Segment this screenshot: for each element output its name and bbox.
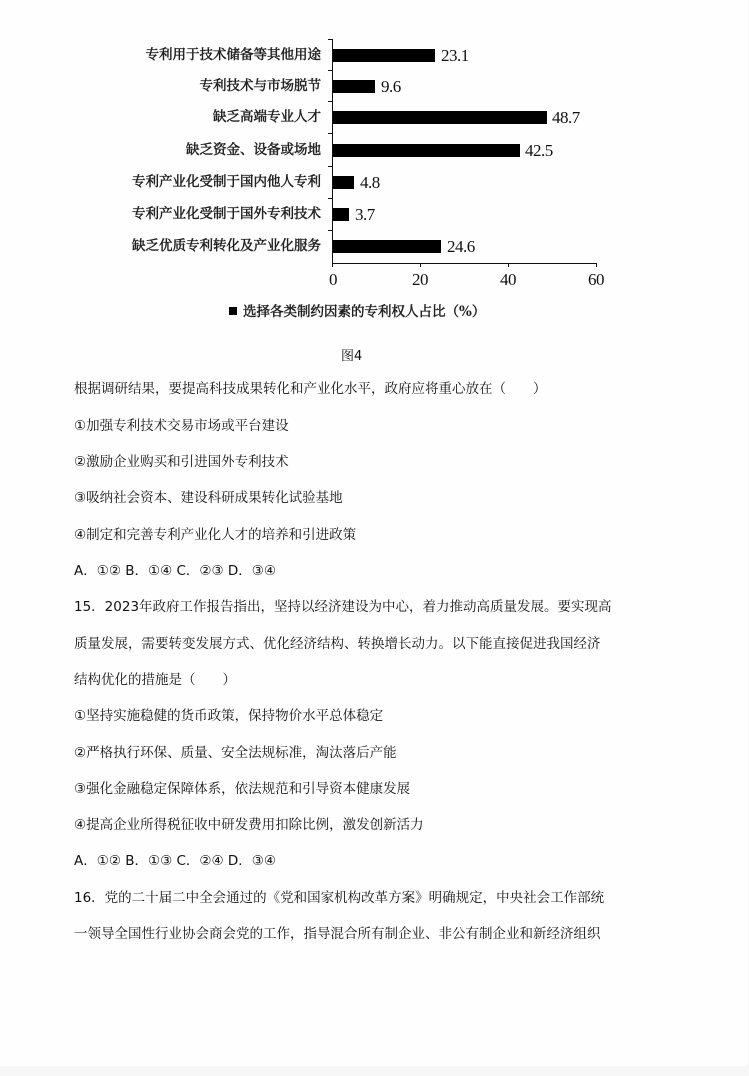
question-16-stem-line-2: 一领导全国性行业协会商会党的工作，指导混合所有制企业、非公有制企业和新经济组织 [74, 926, 601, 942]
y-tick [328, 39, 332, 40]
question-16-stem-line-1: 16．党的二十届二中全会通过的《党和国家机构改革方案》明确规定，中央社会工作部统 [74, 890, 605, 906]
question-15-option-1: ①坚持实施稳健的货币政策，保持物价水平总体稳定 [74, 708, 384, 724]
value-label: 9.6 [381, 77, 401, 96]
question-15-stem-line-1: 15．2023年政府工作报告指出，坚持以经济建设为中心，着力推动高质量发展。要实现高 [74, 599, 612, 615]
x-tick-label: 20 [412, 270, 428, 289]
bar [333, 240, 441, 253]
question-15-stem-line-3: 结构优化的措施是（ ） [74, 672, 236, 688]
category-label: 专利产业化受制于国外专利技术 [132, 206, 321, 222]
question-15-option-3: ③强化金融稳定保障体系，依法规范和引导资本健康发展 [74, 781, 411, 797]
y-tick [328, 101, 332, 102]
figure-caption: 图4 [341, 349, 363, 364]
x-tick [332, 263, 333, 267]
legend-label: 选择各类制约因素的专利权人占比（%） [243, 304, 486, 320]
value-label: 24.6 [447, 237, 475, 256]
category-label: 缺乏高端专业人才 [213, 109, 321, 125]
category-label: 缺乏资金、设备或场地 [186, 142, 321, 158]
question-14-choices: A．①② B．①④ C．②③ D．③④ [74, 563, 277, 579]
x-tick-label: 60 [588, 270, 604, 289]
bar [333, 144, 520, 157]
value-label: 3.7 [355, 205, 375, 224]
question-15-option-4: ④提高企业所得税征收中研发费用扣除比例，激发创新活力 [74, 817, 424, 833]
category-label: 专利用于技术储备等其他用途 [145, 47, 321, 63]
question-15-stem-line-2: 质量发展，需要转变发展方式、优化经济结构、转换增长动力。以下能直接促进我国经济 [74, 636, 601, 652]
category-label: 专利产业化受制于国内他人专利 [132, 174, 321, 190]
y-tick [328, 70, 332, 71]
bar [333, 111, 547, 124]
legend-swatch-icon [229, 307, 237, 315]
y-tick [328, 133, 332, 134]
x-tick-label: 40 [500, 270, 516, 289]
category-label: 专利技术与市场脱节 [199, 78, 321, 94]
x-tick [420, 263, 421, 267]
value-label: 48.7 [552, 108, 580, 127]
value-label: 4.8 [360, 173, 380, 192]
x-tick [596, 263, 597, 267]
y-tick [328, 230, 332, 231]
x-tick [508, 263, 509, 267]
y-tick [328, 166, 332, 167]
question-14-option-4: ④制定和完善专利产业化人才的培养和引进政策 [74, 527, 357, 543]
bar [333, 208, 349, 221]
question-14-stem: 根据调研结果，要提高科技成果转化和产业化水平，政府应将重心放在（ ） [74, 381, 547, 397]
chart-legend [229, 300, 485, 320]
question-14-option-3: ③吸纳社会资本、建设科研成果转化试验基地 [74, 490, 343, 506]
bar [333, 49, 435, 62]
question-14-option-2: ②激励企业购买和引进国外专利技术 [74, 454, 289, 470]
bar [333, 80, 375, 93]
bar [333, 176, 354, 189]
value-label: 23.1 [441, 46, 469, 65]
question-15-option-2: ②严格执行环保、质量、安全法规标准，淘汰落后产能 [74, 745, 397, 761]
x-axis [332, 263, 597, 264]
bar-chart [0, 0, 749, 330]
x-tick-label: 0 [329, 270, 337, 289]
question-14-option-1: ①加强专利技术交易市场或平台建设 [74, 418, 289, 434]
category-label: 缺乏优质专利转化及产业化服务 [132, 238, 321, 254]
question-15-choices: A．①② B．①③ C．②④ D．③④ [74, 853, 277, 869]
value-label: 42.5 [525, 141, 553, 160]
y-tick [328, 198, 332, 199]
